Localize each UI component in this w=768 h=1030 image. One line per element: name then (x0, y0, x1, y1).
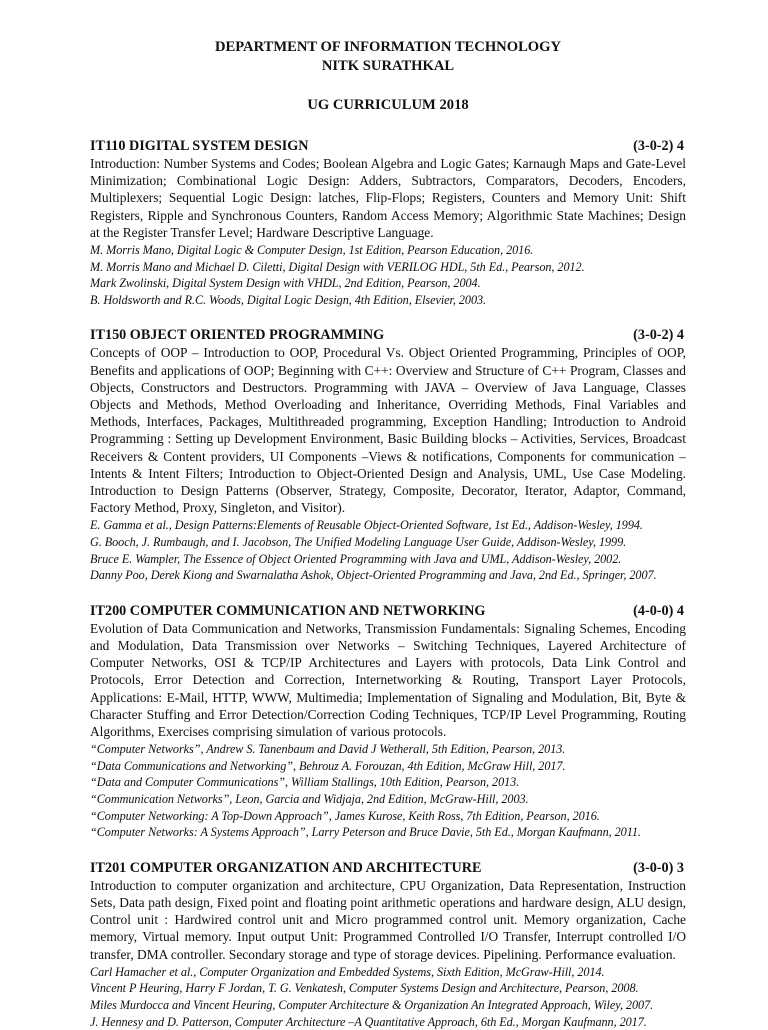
course-it200 (90, 602, 686, 841)
course-description: Introduction to computer organization and architecture, CPU Organization, Data Representation, Instruction Sets, Data path design, Fixed point and floating point arithmetic operations and hardware design, ALU design, Control unit : Hardwired control unit and Micro programmed control unit. Memory organization, Cache memory, Virtual memory. Input output Unit: Programmed Controlled I/O Transfer, Interrupt controlled I/O transfer, DMA controller. Secondary storage and type of storage devices. Pipelining. Performance evaluation. (90, 877, 686, 962)
reference-item: Danny Poo, Derek Kiong and Swarnalatha Ashok, Object-Oriented Programming and Java, 2nd Ed., Springer, 2007. (90, 568, 657, 583)
reference-item: B. Holdsworth and R.C. Woods, Digital Logic Design, 4th Edition, Elsevier, 2003. (90, 292, 487, 307)
course-it110 (90, 137, 686, 308)
course-description: Concepts of OOP – Introduction to OOP, Procedural Vs. Object Oriented Programming, Principles of OOP, Benefits and applications of OOP; Beginning with C++: Overview and Structure of C++ Program, Classes and Objects, Constructors and Destructors. Programming with JAVA – Overview of Java Language, Classes Objects and Methods, Method Overloading and Inheritance, Overriding Methods, Final Variables and Methods, Interfaces, Packages, Multithreaded programming, Exception Handling; Introduction to Android Programming : Setting up Development Environment, Basic Building blocks – Activities, Services, Broadcast Receivers & Content providers, UI Components –Views & notifications, Components for communication –Intents & Intent Filters; Introduction to Object-Oriented Design and Analysis, UML, Use Case Modeling. Introduction to Design Patterns (Observer, Strategy, Composite, Decorator, Iterator, Adaptor, Command, Factory Method, Proxy, Singleton, and Visitor). (90, 345, 686, 516)
course-credits: (3-0-0) 3 (633, 859, 684, 876)
course-credits: (4-0-0) 4 (633, 602, 684, 619)
course-title: IT201 COMPUTER ORGANIZATION AND ARCHITECTURE (90, 859, 482, 876)
course-credits: (3-0-2) 4 (633, 138, 684, 154)
reference-list (90, 964, 686, 1030)
course-title: IT200 COMPUTER COMMUNICATION AND NETWORKING (90, 602, 486, 619)
reference-item: Carl Hamacher et al., Computer Organization and Embedded Systems, Sixth Edition, McGraw-Hill, 2014. (90, 964, 605, 979)
reference-item: M. Morris Mano, Digital Logic & Computer Design, 1st Edition, Pearson Education, 2016. (90, 243, 534, 258)
department-title: DEPARTMENT OF INFORMATION TECHNOLOGY (214, 39, 562, 55)
reference-list (90, 517, 686, 583)
reference-item: “Computer Networks”, Andrew S. Tanenbaum and David J Wetherall, 5th Edition, Pearson, 2013. (90, 742, 566, 757)
course-it150 (90, 326, 686, 583)
course-heading (90, 326, 686, 344)
course-description: Introduction: Number Systems and Codes; Boolean Algebra and Logic Gates; Karnaugh Maps and Gate-Level Minimization; Combinational Logic Design: Adders, Subtractors, Comparators, Decoders, Encoders, Multiplexers; Sequential Logic Design: latches, Flip-Flops; Registers, Counters and Memory Unit: Shift Registers, Ripple and Synchronous Counters, Random Access Memory; Algorithmic State Machines; Design at the Register Transfer Level; Hardware Descriptive Language. (90, 156, 686, 240)
reference-item: “Data and Computer Communications”, William Stallings, 10th Edition, Pearson, 2013. (90, 775, 520, 790)
reference-item: M. Morris Mano and Michael D. Ciletti, Digital Design with VERILOG HDL, 5th Ed., Pearson, 2012. (90, 259, 585, 274)
reference-list (90, 741, 686, 841)
reference-list (90, 242, 686, 308)
reference-item: Vincent P Heuring, Harry F Jordan, T. G. Venkatesh, Computer Systems Design and Architecture, Pearson, 2008. (90, 981, 639, 996)
course-description: Evolution of Data Communication and Networks, Transmission Fundamentals: Signaling Schemes, Encoding and Modulation, Data Transmission over Networks – Switching Techniques, Layered Architecture of Computer Networks, OSI & TCP/IP Architectures and Layers with protocols, Data Link Control and Protocols, Error Detection and Correction, Internetworking & Routing, Transport Layer Protocols, Applications: E-Mail, HTTP, WWW, Multimedia; Implementation of Signaling and Modulation, Bit, Byte & Character Stuffing and Error Detection/Correction Coding Techniques, TCP/IP Level Programming, Routing Algorithms, Exercises comprising simulation of various protocols. (90, 620, 686, 740)
reference-item: Miles Murdocca and Vincent Heuring, Computer Architecture & Organization An Integrated Approach, Wiley, 2007. (90, 997, 654, 1012)
institute-title: NITK SURATHKAL (321, 58, 455, 74)
course-heading (90, 602, 686, 620)
reference-item: “Computer Networking: A Top-Down Approach”, James Kurose, Keith Ross, 7th Edition, Pearson, 2016. (90, 808, 600, 823)
reference-item: “Data Communications and Networking”, Behrouz A. Forouzan, 4th Edition, McGraw Hill, 2017. (90, 758, 566, 773)
course-title: IT110 DIGITAL SYSTEM DESIGN (90, 138, 309, 154)
reference-item: Mark Zwolinski, Digital System Design with VHDL, 2nd Edition, Pearson, 2004. (90, 276, 481, 291)
reference-item: Bruce E. Wampler, The Essence of Object Oriented Programming with Java and UML, Addison-Wesley, 2002. (90, 551, 622, 566)
document-header (90, 38, 686, 115)
course-it201 (90, 859, 686, 1030)
reference-item: E. Gamma et al., Design Patterns:Elements of Reusable Object-Oriented Software, 1st Ed., Addison-Wesley, 1994. (90, 518, 643, 533)
course-heading (90, 859, 686, 877)
course-credits: (3-0-2) 4 (633, 327, 684, 344)
reference-item: “Communication Networks”, Leon, Garcia and Widjaja, 2nd Edition, McGraw-Hill, 2003. (90, 792, 529, 806)
reference-item: “Computer Networks: A Systems Approach”, Larry Peterson and Bruce Davie, 5th Ed., Morgan Kaufmann, 2011. (90, 825, 641, 840)
curriculum-title: UG CURRICULUM 2018 (307, 97, 469, 113)
course-heading (90, 137, 686, 155)
reference-item: J. Hennesy and D. Patterson, Computer Architecture –A Quantitative Approach, 6th Ed., Morgan Kaufmann, 2017. (90, 1014, 647, 1029)
reference-item: G. Booch, J. Rumbaugh, and I. Jacobson, The Unified Modeling Language User Guide, Addison-Wesley, 1999. (90, 535, 627, 550)
course-title: IT150 OBJECT ORIENTED PROGRAMMING (90, 327, 385, 344)
